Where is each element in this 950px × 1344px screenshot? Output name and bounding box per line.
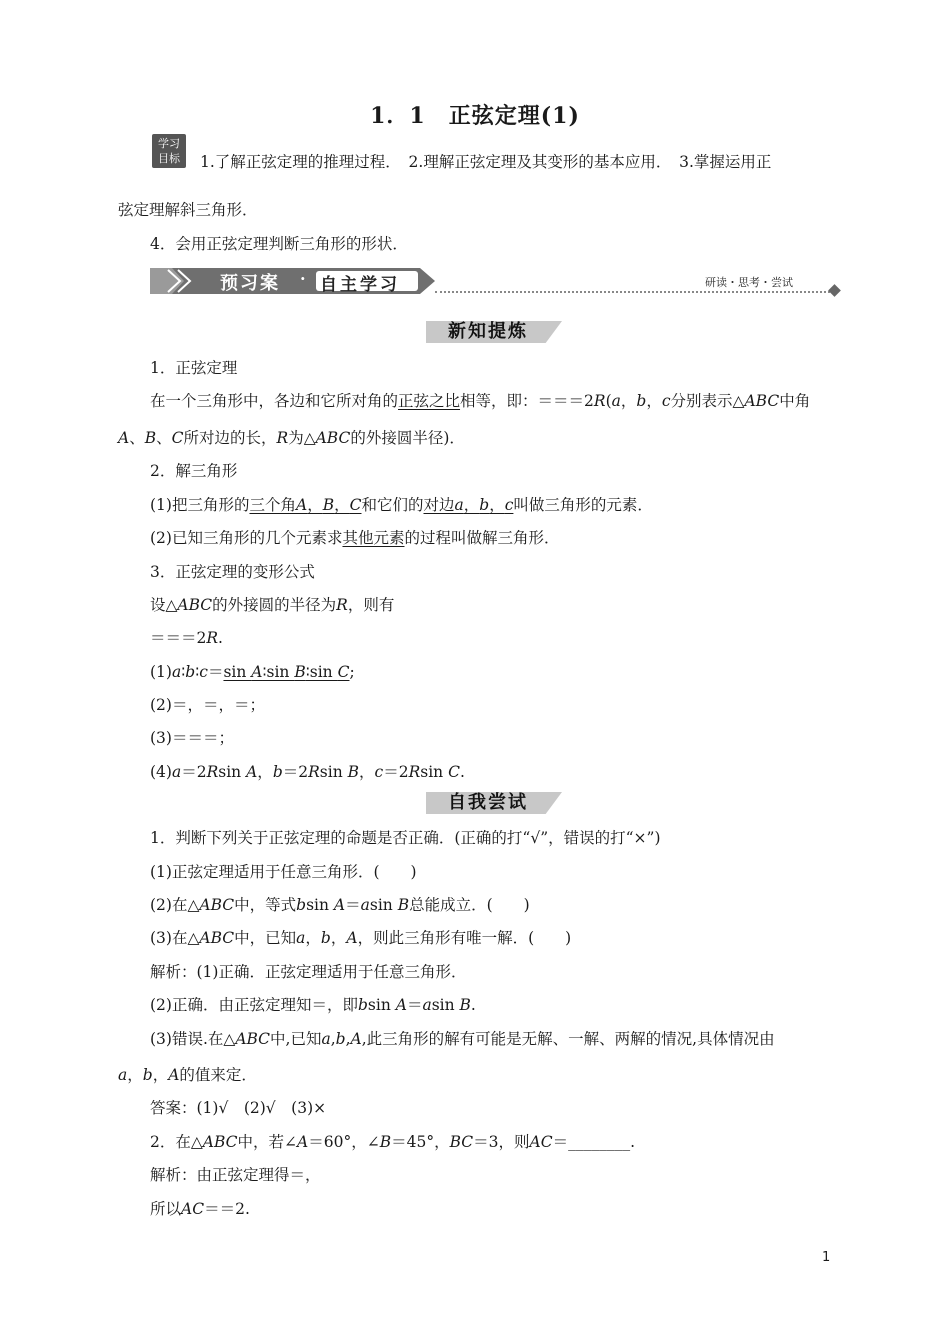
heading-text: 自我尝试 xyxy=(448,792,528,813)
t2-question: 2．在△ABC中，若∠A＝60°，∠B＝45°，BC＝3，则AC＝________. xyxy=(150,1133,635,1151)
section-banner xyxy=(150,266,840,296)
banner-left-text: 预习案 xyxy=(220,273,280,294)
banner-tag: 研读・思考・尝试 xyxy=(705,276,793,289)
banner-diamond-icon xyxy=(828,284,841,297)
k1-heading: 1．正弦定理 xyxy=(150,359,238,377)
t1-answer: 答案：(1)√ (2)√ (3)× xyxy=(150,1099,327,1117)
t1-solution-3-cont: a，b，A的值来定． xyxy=(118,1066,257,1084)
t1-solution-1: 解析：(1)正确．正弦定理适用于任意三角形． xyxy=(150,963,467,981)
page-title: 1．1 正弦定理(1) xyxy=(370,103,580,129)
t1-item-1: (1)正弦定理适用于任意三角形．( ) xyxy=(150,863,417,881)
t2-solution-1: 解析：由正弦定理得＝， xyxy=(150,1166,321,1184)
t1-solution-2: (2)正确．由正弦定理知＝，即bsin A＝asin B. xyxy=(150,996,476,1014)
section-heading-new-knowledge xyxy=(426,317,562,343)
k1-text: 在一个三角形中，各边和它所对角的正弦之比相等，即：＝＝＝2R(a，b，c分别表示△ABC中角 xyxy=(150,392,811,410)
banner-dotted-line xyxy=(435,291,830,293)
k2-line-2: (2)已知三角形的几个元素求其他元素的过程叫做解三角形． xyxy=(150,529,560,547)
badge-line-2: 目标 xyxy=(158,152,180,165)
k2-heading: 2．解三角形 xyxy=(150,462,238,480)
k3-formula-2: (2)＝，＝，＝； xyxy=(150,696,265,714)
t1-item-3: (3)在△ABC中，已知a，b，A，则此三角形有唯一解．( ) xyxy=(150,929,572,947)
k3-formula-4: (4)a＝2Rsin A，b＝2Rsin B，c＝2Rsin C. xyxy=(150,763,465,781)
k1-text-cont: A、B、C所对边的长，R为△ABC的外接圆半径)． xyxy=(118,429,465,447)
page-number: 1 xyxy=(822,1250,831,1265)
banner-right-text: 自主学习 xyxy=(320,275,400,295)
heading-text: 新知提炼 xyxy=(448,321,528,342)
learning-goals-badge xyxy=(152,134,186,168)
k3-line-2: ＝＝＝2R. xyxy=(150,629,223,647)
k3-heading: 3．正弦定理的变形公式 xyxy=(150,563,315,581)
badge-line-1: 学习 xyxy=(158,137,180,150)
goals-line-1: 1.了解正弦定理的推理过程． 2.理解正弦定理及其变形的基本应用． 3.掌握运用正 xyxy=(200,153,772,171)
t2-solution-2: 所以AC＝＝2. xyxy=(150,1200,250,1218)
k3-formula-1: (1)a∶b∶c＝sin A∶sin B∶sin C; xyxy=(150,663,355,681)
banner-dot: · xyxy=(300,269,306,288)
t1-question: 1．判断下列关于正弦定理的命题是否正确．(正确的打“√”，错误的打“×”) xyxy=(150,829,661,847)
k2-line-1: (1)把三角形的三个角A，B，C和它们的对边a，b，c叫做三角形的元素． xyxy=(150,496,653,514)
goals-line-2: 4．会用正弦定理判断三角形的形状． xyxy=(150,235,408,253)
k3-line-1: 设△ABC的外接圆的半径为R，则有 xyxy=(150,596,395,614)
section-heading-self-test xyxy=(426,788,562,814)
t1-solution-3: (3)错误.在△ABC中,已知a,b,A,此三角形的解有可能是无解、一解、两解的情况,具体情况由 xyxy=(150,1030,775,1048)
k3-formula-3: (3)＝＝＝； xyxy=(150,729,234,747)
t1-item-2: (2)在△ABC中，等式bsin A＝asin B总能成立．( ) xyxy=(150,896,530,914)
goals-line-1-cont: 弦定理解斜三角形． xyxy=(118,201,258,219)
